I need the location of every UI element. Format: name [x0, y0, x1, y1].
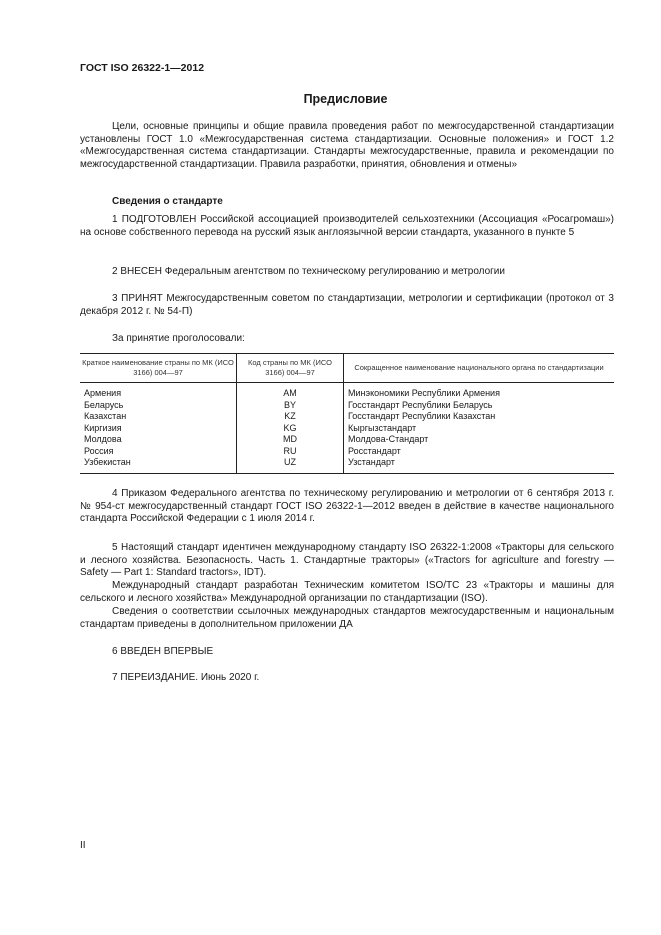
- table-header-body: Сокращенное наименование национального органа по стандартизации: [344, 354, 615, 383]
- table-cell-country: Россия: [84, 445, 114, 456]
- table-cell-country: Казахстан: [84, 411, 127, 421]
- item-3-adopted: 3 ПРИНЯТ Межгосударственным советом по стандартизации, метрологии и сертификации (протокол от 3 декабря 2012 г. № 54-П): [80, 293, 614, 317]
- table-cell-country: Беларусь: [84, 399, 124, 410]
- table-row: [80, 400, 614, 412]
- table-cell-body: Узстандарт: [344, 457, 615, 473]
- table-cell-code: MD: [237, 434, 344, 446]
- table-cell-code: BY: [237, 400, 344, 412]
- table-cell-code: UZ: [237, 457, 344, 473]
- table-cell-body: Минэкономики Республики Армения: [344, 383, 615, 400]
- table-cell-code: AM: [237, 383, 344, 400]
- table-row: [80, 423, 614, 435]
- table-cell-code: KG: [237, 423, 344, 435]
- table-row: [80, 457, 614, 473]
- table-cell-code: KZ: [237, 411, 344, 423]
- intro-paragraph: Цели, основные принципы и общие правила проведения работ по межгосударственной стандартизации установлены ГОСТ 1.0 «Межгосударственная система стандартизации. Основные положения» и ГОСТ 1.2 «Межгосударственная система стандартизации. Стандарты межгосударственные, правила и рекомендации по межгосударственной стандартизации. Правила разработки, принятия, обновления и отмены»: [80, 121, 614, 170]
- table-cell-body: Госстандарт Республики Казахстан: [344, 411, 615, 423]
- document-id: ГОСТ ISO 26322-1—2012: [80, 62, 205, 74]
- table-cell-country: Узбекистан: [80, 457, 237, 473]
- table-row: [80, 411, 614, 423]
- item-6-first-introduced: 6 ВВЕДЕН ВПЕРВЫЕ: [112, 646, 214, 657]
- table-header-country: Краткое наименование страны по МК (ИСО 3166) 004—97: [80, 354, 237, 383]
- page-number: II: [80, 840, 86, 851]
- table-cell-code: RU: [237, 446, 344, 458]
- countries-table: [80, 353, 614, 474]
- item-5-correspondence: Сведения о соответствии ссылочных международных стандартов межгосударственным и национальным стандартам приведены в дополнительном приложении ДА: [80, 606, 614, 630]
- table-cell-body: Кыргызстандарт: [344, 423, 615, 435]
- table-cell-body: Госстандарт Республики Беларусь: [344, 400, 615, 412]
- table-header-row: [80, 354, 614, 383]
- item-4-order: 4 Приказом Федерального агентства по техническому регулированию и метрологии от 6 сентября 2013 г. № 954-ст межгосударственный стандарт ГОСТ ISO 26322-1—2012 введен в действие в качестве национального стандарта Российской Федерации с 1 июля 2014 г.: [80, 488, 614, 525]
- table-cell-country: Армения: [84, 388, 122, 398]
- table-cell-country: Киргизия: [84, 422, 122, 433]
- page-title: Предисловие: [303, 92, 388, 106]
- item-2-introduced: 2 ВНЕСЕН Федеральным агентством по техническому регулированию и метрологии: [112, 266, 505, 277]
- table-header-code: Код страны по МК (ИСО 3166) 004—97: [237, 354, 344, 383]
- table-row: [80, 383, 614, 400]
- item-5-developed: Международный стандарт разработан Техническим комитетом ISO/TC 23 «Тракторы и машины для сельского и лесного хозяйства» Международной организации по стандартизации (ISO).: [80, 580, 614, 604]
- voted-label: За принятие проголосовали:: [112, 333, 245, 344]
- table-cell-body: Молдова-Стандарт: [344, 434, 615, 446]
- section-heading: Сведения о стандарте: [112, 196, 223, 207]
- table-cell-body: Росстандарт: [344, 446, 615, 458]
- item-5-identical: 5 Настоящий стандарт идентичен международному стандарту ISO 26322-1:2008 «Тракторы для сельского и лесного хозяйства. Безопасность. Часть 1. Стандартные тракторы» («Tractors for agriculture and forestry — Safety — Part 1: Standard tractors», IDT).: [80, 542, 614, 579]
- item-1-prepared: 1 ПОДГОТОВЛЕН Российской ассоциацией производителей сельхозтехники (Ассоциация «Росагромаш») на основе собственного перевода на русский язык англоязычной версии стандарта, указанного в пункте 5: [80, 214, 614, 238]
- table-row: [80, 446, 614, 458]
- table-cell-country: Молдова: [84, 434, 122, 444]
- table-row: [80, 434, 614, 446]
- item-7-reissue: 7 ПЕРЕИЗДАНИЕ. Июнь 2020 г.: [112, 672, 260, 683]
